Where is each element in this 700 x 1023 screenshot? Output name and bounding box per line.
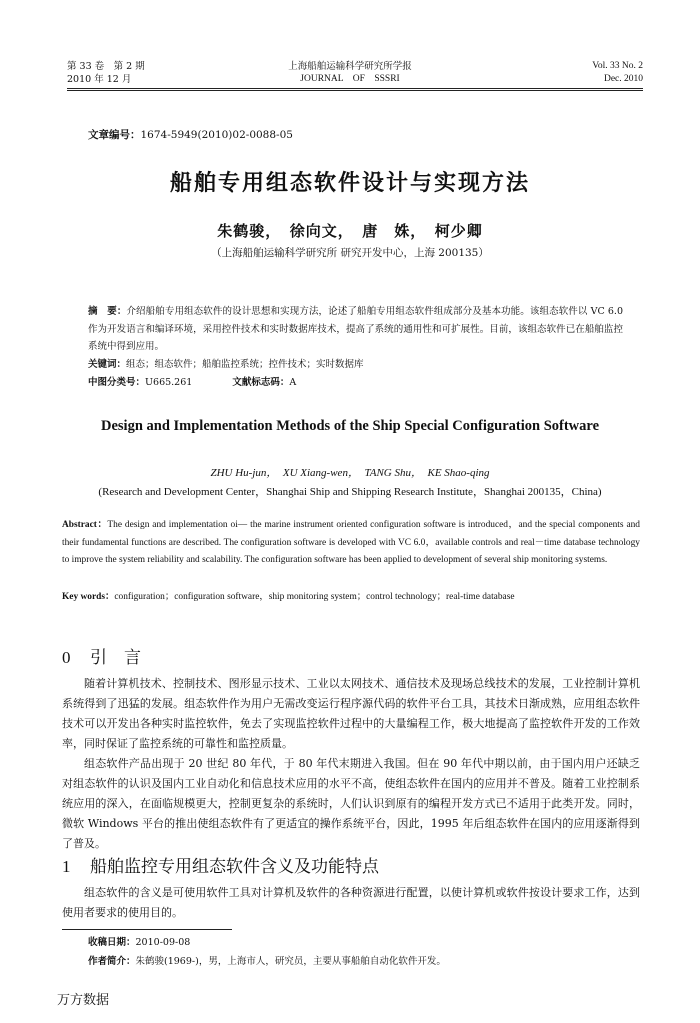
abstract-cn-label: 摘 要： xyxy=(88,306,127,317)
affiliation-en: (Research and Development Center，Shanghai Ship and Shipping Research Institute，Shanghai 200135，China) xyxy=(98,486,602,498)
classification xyxy=(88,374,623,392)
article-number-value: 1674-5949(2010)02-0088-05 xyxy=(140,129,293,141)
watermark: 万方数据 xyxy=(57,993,110,1008)
keywords-en xyxy=(62,588,640,602)
section-0-paragraph-1: 随着计算机技术、控制技术、图形显示技术、工业以太网技术、通信技术及现场总线技术的发展，工业控制计算机系统得到了迅猛的发展。组态软件作为用户无需改变运行程序源代码的软件平台工具，其技术日渐成熟，应用组态软件技术可以开发出各种实时监控软件，免去了实现监控软件过程中的大量编程工作，极大地提高了监控软件开发的工作效率，同时保证了监控系统的可靠性和监控质量。 xyxy=(62,677,640,750)
doc-code-label: 文献标志码： xyxy=(232,377,290,388)
keywords-en-text: configuration；configuration software，ship monitoring system；control technology；real-time database xyxy=(114,592,515,602)
section-1-number: 1 xyxy=(62,857,71,876)
keywords-cn-label: 关键词： xyxy=(88,359,127,370)
journal-name-cn: 上海船舶运输科学研究所学报 xyxy=(288,61,412,72)
volume-cn: 第 33 卷 第 2 期 xyxy=(67,61,145,72)
volume-en: Vol. 33 No. 2 xyxy=(592,61,643,71)
section-0-body xyxy=(62,674,640,854)
authors-en: ZHU Hu-jun， XU Xiang-wen， TANG Shu， KE Shao-qing xyxy=(210,467,490,479)
received-date xyxy=(88,933,446,952)
title-en: Design and Implementation Methods of the Ship Special Configuration Software xyxy=(101,418,599,434)
section-1-paragraph-1: 组态软件的含义是可使用软件工具对计算机及软件的各种资源进行配置，以使计算机或软件按设计要求工作，达到使用者要求的使用目的。 xyxy=(62,886,640,919)
journal-name-en: JOURNAL OF SSSRI xyxy=(300,74,400,84)
received-label: 收稿日期： xyxy=(88,937,136,948)
abstract-cn-text: 介绍船舶专用组态软件的设计思想和实现方法，论述了船舶专用组态软件组成部分及基本功能。该组态软件以 VC 6.0 作为开发语言和编译环境，采用控件技术和实时数据库技术，提高了系统的通用性和可扩展性。目前，该组态软件已在船舶监控系统中得到应用。 xyxy=(88,306,623,352)
affiliation-cn: （上海船舶运输科学研究所 研究开发中心，上海 200135） xyxy=(211,247,489,259)
article-number-label: 文章编号： xyxy=(88,129,141,141)
date-cn: 2010 年 12 月 xyxy=(67,74,132,85)
received-value: 2010-09-08 xyxy=(135,937,191,948)
keywords-en-label: Key words： xyxy=(62,592,115,602)
section-0-title: 引 言 xyxy=(90,648,141,668)
abstract-en-label: Abstract： xyxy=(62,520,108,530)
authors-cn: 朱鹤骏， 徐向文， 唐 姝， 柯少卿 xyxy=(217,222,483,240)
running-header-right xyxy=(592,60,643,86)
keywords-cn xyxy=(88,356,623,374)
section-1-heading xyxy=(62,852,379,877)
section-0-number: 0 xyxy=(62,648,71,667)
title-cn: 船舶专用组态软件设计与实现方法 xyxy=(169,171,530,196)
footnote xyxy=(88,933,446,971)
classification-label: 中图分类号： xyxy=(88,377,146,388)
author-bio-label: 作者简介： xyxy=(88,956,136,967)
section-0-paragraph-2: 组态软件产品出现于 20 世纪 80 年代，于 80 年代末期进入我国。但在 90 年代中期以前，由于国内用户还缺乏对组态软件的认识及国内工业自动化和信息技术应用的水平不高，使组态软件在国内的应用并不普及。随着工业控制系统应用的深入，在面临规模更大，控制更复杂的系统时，人们认识到原有的编程开发方式已不适用于此类开发。同时，微软 Windows 平台的推出使组态软件有了更适宜的操作系统平台，因此，1995 年后组态软件在国内的应用逐渐得到了普及。 xyxy=(62,757,640,850)
header-rule-top xyxy=(67,88,643,89)
abstract-en-text: The design and implementation oi— the marine instrument oriented configuration software is introduced，and the special components and their fundamental functions are described. The configuration software is developed with VC 6.0，available controls and real－time database technology to improve the system reliability and scalability. The configuration software has been applied to development of several ship monitoring systems. xyxy=(62,520,640,565)
header-rule-bottom xyxy=(67,90,643,91)
section-1-title: 船舶监控专用组态软件含义及功能特点 xyxy=(90,857,379,877)
keywords-cn-text: 组态；组态软件；船舶监控系统；控件技术；实时数据库 xyxy=(126,359,364,370)
doc-code-value: A xyxy=(289,377,297,388)
classification-value: U665.261 xyxy=(145,377,193,388)
abstract-cn xyxy=(88,303,623,356)
section-0-heading xyxy=(62,643,141,668)
footnote-rule xyxy=(62,929,232,930)
author-bio xyxy=(88,952,446,971)
author-bio-value: 朱鹤骏(1969-)，男，上海市人，研究员，主要从事船舶自动化软件开发。 xyxy=(135,956,446,967)
abstract-en xyxy=(62,517,640,570)
article-number xyxy=(88,127,293,142)
section-1-body xyxy=(62,883,640,923)
date-en: Dec. 2010 xyxy=(603,74,643,84)
